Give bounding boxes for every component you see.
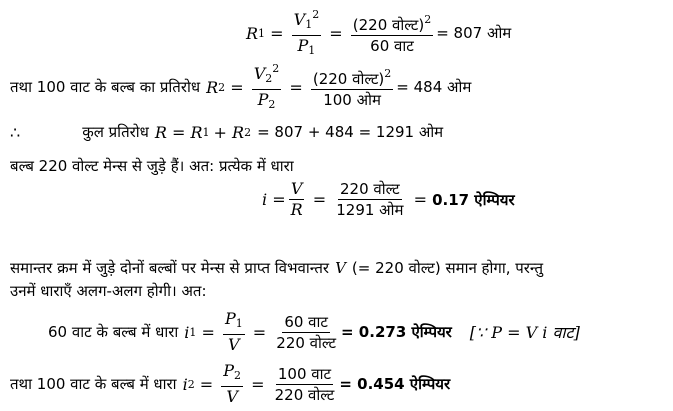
result: 0.17 ऐम्पियर <box>432 190 515 209</box>
equation-current-100w <box>10 362 450 406</box>
denominator: 1291 ओम <box>336 201 404 219</box>
paragraph-text: समान्तर क्रम में जुड़े दोनों बल्बों पर मेन्स से प्राप्त विभवान्तर <box>10 259 330 277</box>
result: = 807 ओम <box>436 24 512 42</box>
fraction-v-over-p <box>252 60 282 114</box>
equals: = <box>194 374 219 394</box>
symbol-p: P <box>257 90 269 109</box>
result: = 0.454 ऐम्पियर <box>339 375 451 393</box>
paragraph-text: बल्ब 220 वोल्ट मेन्स से जुड़े हैं। अत: प्रत्येक में धारा <box>10 157 294 175</box>
symbol-v: V <box>228 335 240 354</box>
therefore-symbol: ∴ <box>10 122 21 142</box>
prefix-text: तथा 100 वाट के बल्ब में धारा <box>10 375 177 393</box>
denominator: 60 वाट <box>370 37 414 55</box>
fraction-values <box>273 365 337 404</box>
symbol-v: V <box>290 179 303 198</box>
symbol-p: P <box>224 309 236 328</box>
paragraph-text: उनमें धाराएँ अलग-अलग होगी। अत: <box>10 282 207 300</box>
subscript: 1 <box>305 18 313 31</box>
result: = 0.273 ऐम्पियर <box>341 323 452 341</box>
formula: R = R <box>154 122 203 142</box>
superscript: 2 <box>272 62 280 75</box>
symbol-p: P <box>223 361 235 380</box>
equals: = <box>196 322 220 342</box>
symbol-v: V <box>226 387 238 406</box>
label-text: कुल प्रतिरोध <box>82 123 149 141</box>
symbol-i: i <box>182 374 188 394</box>
symbol-r: R <box>246 23 259 43</box>
symbol-r: R <box>206 77 219 97</box>
subscript: 2 <box>265 72 273 85</box>
equation-current <box>262 180 515 219</box>
equals: = <box>246 374 270 394</box>
equals: = <box>265 23 289 43</box>
symbol-v: V <box>335 259 346 277</box>
subscript: 2 <box>234 369 242 382</box>
numerator: 100 वाट <box>277 364 332 383</box>
paragraph-2-line2 <box>10 281 207 301</box>
equation-r1 <box>246 6 511 60</box>
fraction-values <box>351 11 433 55</box>
prefix-text: 60 वाट के बल्ब में धारा <box>48 323 179 341</box>
fraction-values <box>274 313 338 352</box>
fraction-values <box>311 65 393 109</box>
superscript: 2 <box>312 8 320 21</box>
symbol-i: i = <box>262 190 286 209</box>
fraction-p-over-v <box>223 310 245 354</box>
fraction-values <box>334 180 405 219</box>
paragraph-1 <box>10 156 294 176</box>
symbol-i: i <box>184 322 190 342</box>
fraction-v-over-r <box>289 180 305 219</box>
subscript: 2 <box>218 80 226 94</box>
equation-r2 <box>10 60 471 114</box>
symbol-v: V <box>293 10 306 29</box>
formula-plus: + R <box>213 122 245 142</box>
denominator: 100 ओम <box>323 91 381 109</box>
paragraph-text: (= 220 वोल्ट) समान होगा, परन्तु <box>351 259 544 277</box>
equals: = <box>408 190 433 209</box>
subscript: 1 <box>202 125 210 139</box>
symbol-v: V <box>253 64 266 83</box>
symbol-r: R <box>290 200 303 219</box>
numerator: 220 वोल्ट <box>340 180 400 198</box>
equals: = <box>307 190 332 209</box>
numerator: 60 वाट <box>284 312 328 331</box>
subscript: 1 <box>189 325 197 339</box>
numerator: (220 वोल्ट) <box>352 16 425 34</box>
equation-total-r <box>10 122 443 142</box>
equals: = <box>247 322 272 342</box>
denominator: 220 वोल्ट <box>276 333 337 352</box>
subscript: 1 <box>308 44 316 57</box>
fraction-p-over-v <box>221 362 243 406</box>
equation-current-60w <box>48 310 580 354</box>
result: = 807 + 484 = 1291 ओम <box>257 123 444 141</box>
note: [∵ P = V i वाट] <box>469 323 580 342</box>
prefix-text: तथा 100 वाट के बल्ब का प्रतिरोध <box>10 78 201 96</box>
subscript: 1 <box>258 26 266 40</box>
subscript: 2 <box>187 377 195 391</box>
numerator: (220 वोल्ट) <box>312 70 385 88</box>
paragraph-2-line1 <box>10 258 543 278</box>
denominator: 220 वोल्ट <box>274 385 335 404</box>
superscript: 2 <box>424 13 432 26</box>
equals: = <box>225 77 249 97</box>
symbol-p: P <box>297 36 309 55</box>
equals: = <box>324 23 348 43</box>
subscript: 2 <box>268 98 276 111</box>
equals: = <box>284 77 308 97</box>
fraction-v-over-p <box>292 6 322 60</box>
superscript: 2 <box>384 67 392 80</box>
subscript: 2 <box>244 125 252 139</box>
subscript: 1 <box>235 317 243 330</box>
result: = 484 ओम <box>396 78 472 96</box>
